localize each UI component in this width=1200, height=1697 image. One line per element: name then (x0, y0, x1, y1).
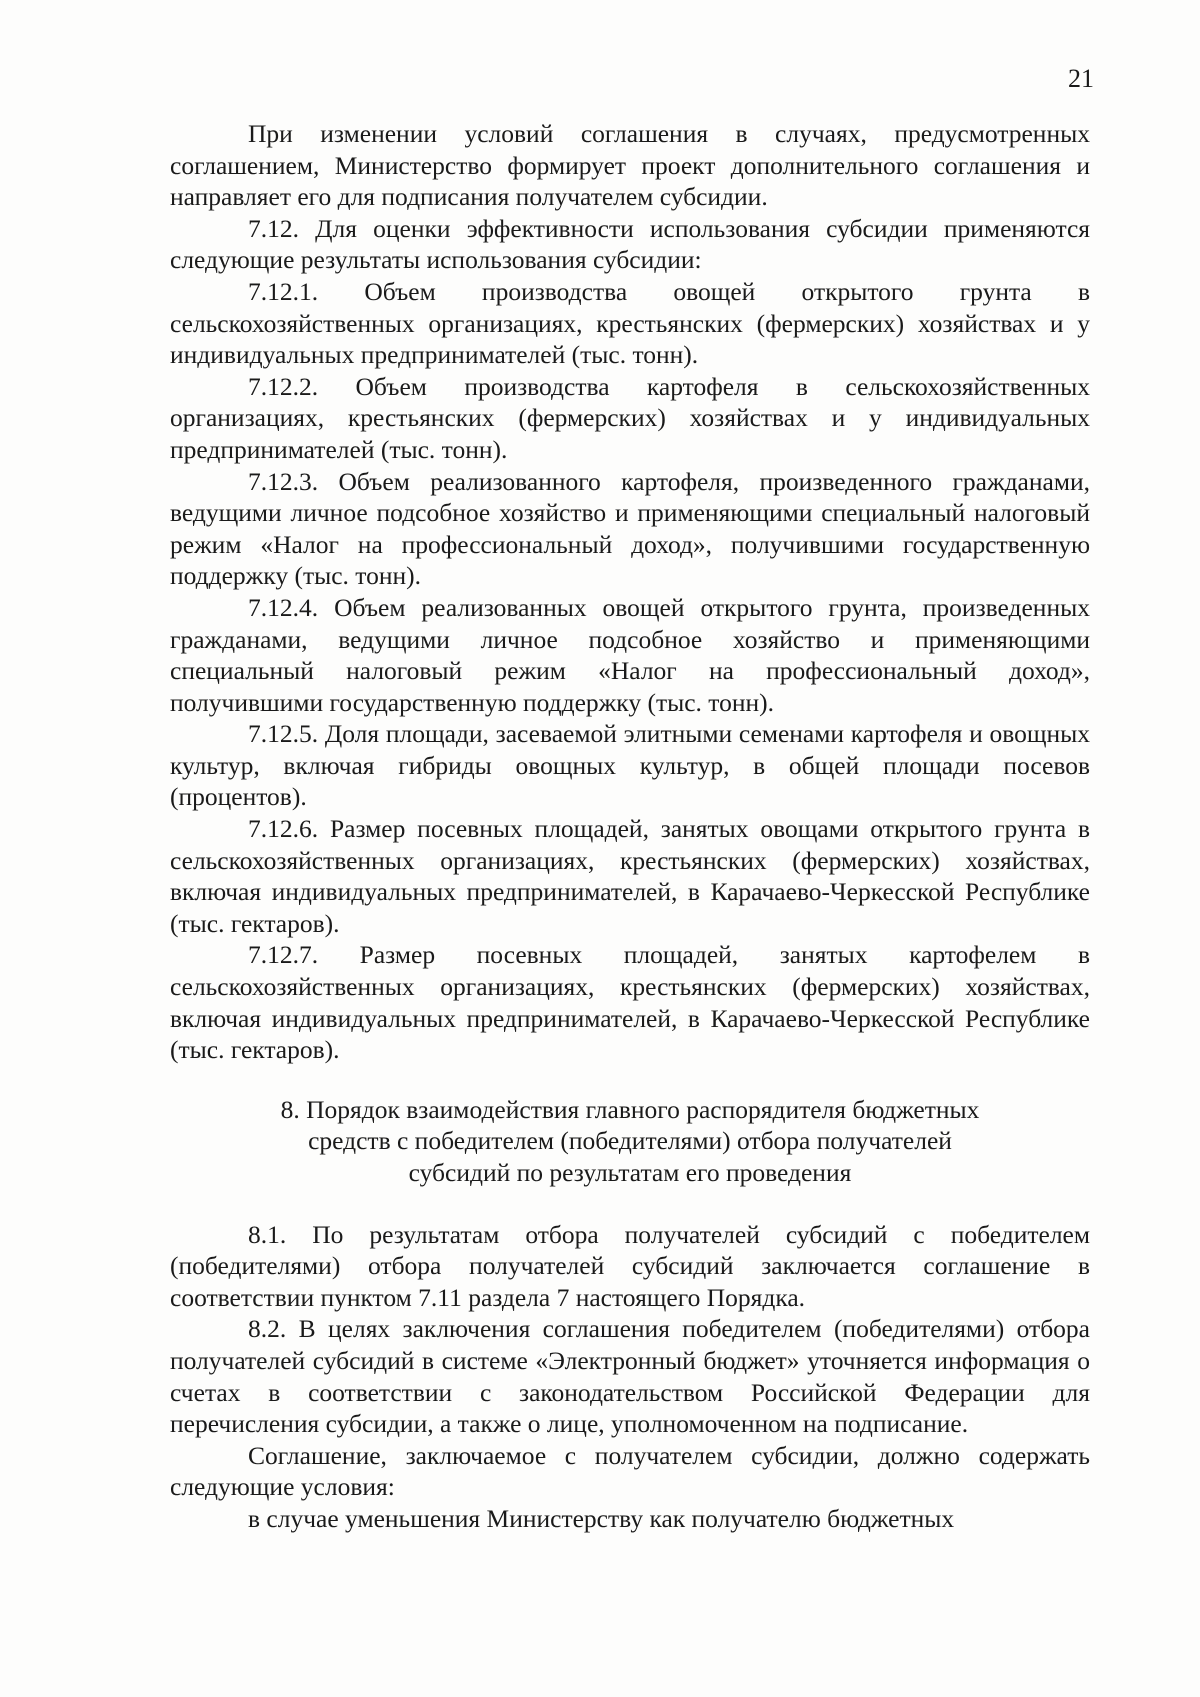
paragraph-7-12-2: 7.12.2. Объем производства картофеля в сельскохозяйственных организациях, крестьянских (фермерских) хозяйствах и у индивидуальных предпринимателей (тыс. тонн). (170, 371, 1090, 464)
section-8-heading (170, 1094, 1090, 1189)
paragraph-7-12-6: 7.12.6. Размер посевных площадей, занятых овощами открытого грунта в сельскохозяйственных организациях, крестьянских (фермерских) хозяйствах, включая индивидуальных предпринимателей, в Карачаево-Черкесской Республике (тыс. гектаров). (170, 814, 1090, 938)
document-body (170, 118, 1090, 1535)
paragraph-7-12-5: 7.12.5. Доля площади, засеваемой элитными семенами картофеля и овощных культур, включая гибриды овощных культур, в общей площади посевов (процентов). (170, 719, 1090, 812)
paragraph-7-12-1: 7.12.1. Объем производства овощей открытого грунта в сельскохозяйственных организациях, крестьянских (фермерских) хозяйствах и у индивидуальных предпринимателей (тыс. тонн). (170, 276, 1090, 370)
paragraph-7-12: 7.12. Для оценки эффективности использования субсидии применяются следующие результаты использования субсидии: (170, 213, 1090, 275)
paragraph-8-1: 8.1. По результатам отбора получателей субсидий с победителем (победителями) отбора получателей субсидий заключается соглашение в соответствии пунктом 7.11 раздела 7 настоящего Порядка. (170, 1219, 1090, 1312)
paragraph-7-12-3: 7.12.3. Объем реализованного картофеля, произведенного гражданами, ведущими личное подсобное хозяйство и применяющими специальный налоговый режим «Налог на профессиональный доход», получившими государственную поддержку (тыс. тонн). (170, 466, 1090, 591)
page-number: 21 (1068, 64, 1094, 93)
heading-line-3: субсидий по результатам его проведения (408, 1158, 852, 1187)
paragraph-7-12-7: 7.12.7. Размер посевных площадей, занятых картофелем в сельскохозяйственных организациях, крестьянских (фермерских) хозяйствах, включая индивидуальных предпринимателей, в Карачаево-Черкесской Республике (тыс. гектаров). (170, 940, 1090, 1065)
heading-line-1: 8. Порядок взаимодействия главного распорядителя бюджетных (280, 1094, 980, 1124)
paragraph-amendment-conditions: При изменении условий соглашения в случаях, предусмотренных соглашением, Министерство формирует проект дополнительного соглашения и направляет его для подписания получателем субсидии. (170, 119, 1090, 212)
heading-line-2: средств с победителем (победителями) отбора получателей (308, 1126, 952, 1156)
paragraph-agreement-conditions: Соглашение, заключаемое с получателем субсидии, должно содержать следующие условия: (170, 1440, 1090, 1502)
paragraph-7-12-4: 7.12.4. Объем реализованных овощей открытого грунта, произведенных гражданами, ведущими личное подсобное хозяйство и применяющими специальный налоговый режим «Налог на профессиональный доход», получившими государственную поддержку (тыс. тонн). (170, 592, 1090, 717)
paragraph-reduction-case: в случае уменьшения Министерству как получателю бюджетных (248, 1503, 955, 1533)
paragraph-8-2: 8.2. В целях заключения соглашения победителем (победителями) отбора получателей субсидий в системе «Электронный бюджет» уточняется информация о счетах в соответствии с законодательством Российской Федерации для перечисления субсидии, а также о лице, уполномоченном на подписание. (170, 1314, 1090, 1439)
